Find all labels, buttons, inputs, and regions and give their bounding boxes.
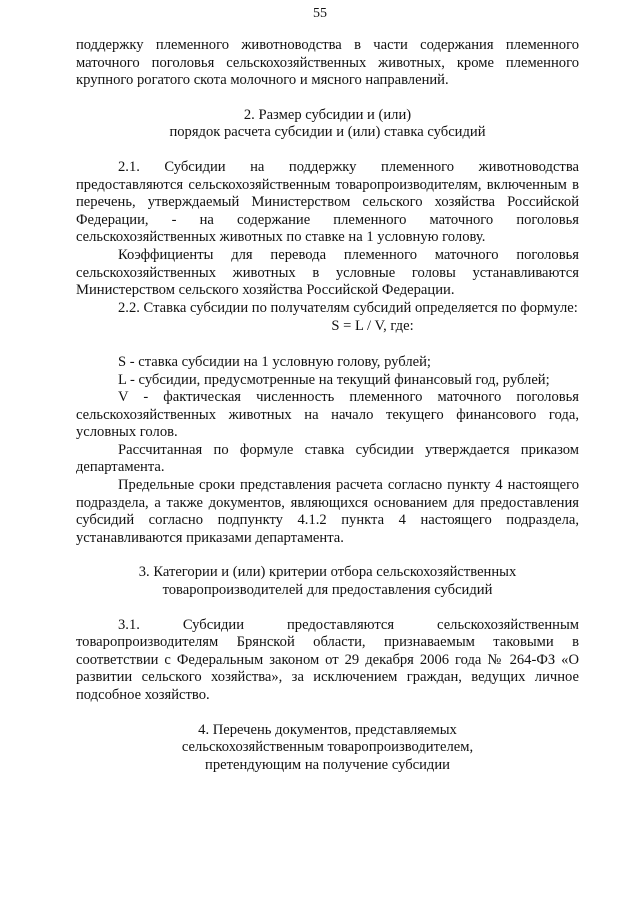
page-number: 55 [313, 6, 327, 21]
definition-v: V - фактическая численность племенного маточного поголовья сельскохозяйственных животных на начало текущего финансового года, условных голов. [76, 389, 579, 441]
section-2-title-line: 2. Размер субсидии и (или) [243, 106, 412, 123]
section-2-title-line: порядок расчета субсидии и (или) ставка субсидий [169, 124, 486, 141]
section-3-title-line: 3. Категории и (или) критерии отбора сельскохозяйственных [138, 564, 517, 581]
formula: S = L / V, где: [331, 318, 414, 335]
paragraph-2-2: 2.2. Ставка субсидии по получателям субсидий определяется по формуле: [118, 299, 578, 316]
paragraph-coefficients: Коэффициенты для перевода племенного маточного поголовья сельскохозяйственных животных в условные головы устанавливаются Министерством сельского хозяйства Российской Федерации. [76, 246, 579, 299]
section-4-title-line: сельскохозяйственным товаропроизводителем, [181, 739, 474, 756]
definition-l: L - субсидии, предусмотренные на текущий финансовый год, рублей; [118, 371, 550, 388]
document-body [76, 37, 579, 791]
definition-s: S - ставка субсидии на 1 условную голову, рублей; [118, 353, 431, 370]
paragraph-deadlines: Предельные сроки представления расчета согласно пункту 4 настоящего подраздела, а также документов, являющихся основанием для предоставления субсидий согласно подпункту 4.1.2 пункта 4 настоящего подраздела, устанавливаются приказами департамента. [76, 477, 579, 546]
section-4-title-line: претендующим на получение субсидии [205, 756, 450, 773]
paragraph-3-1: 3.1. Субсидии предоставляются сельскохозяйственным товаропроизводителям Брянской области, признаваемым таковыми в соответствии с Федеральным законом от 29 декабря 2006 года № 264-ФЗ «О развитии сельского хозяйства», за исключением граждан, ведущих личное подсобное хозяйство. [76, 616, 579, 703]
paragraph-2-1: 2.1. Субсидии на поддержку племенного животноводства предоставляются сельскохозяйственным товаропроизводителям, включенным в перечень, утверждаемый Министерством сельского хозяйства Российской Федерации, - на содержание племенного маточного поголовья сельскохозяйственных животных по ставке на 1 условную голову. [76, 158, 579, 246]
intro-paragraph: поддержку племенного животноводства в части содержания племенного маточного поголовья сельскохозяйственных животных, кроме племенного крупного рогатого скота молочного и мясного направлений. [76, 37, 579, 89]
section-3-heading [76, 564, 579, 599]
section-4-heading [76, 722, 579, 775]
section-2-heading [76, 107, 579, 142]
section-3-title-line: товаропроизводителей для предоставления субсидий [162, 582, 493, 599]
section-4-title-line: 4. Перечень документов, представляемых [198, 721, 457, 738]
paragraph-rate-approval: Рассчитанная по формуле ставка субсидии утверждается приказом департамента. [76, 441, 579, 476]
